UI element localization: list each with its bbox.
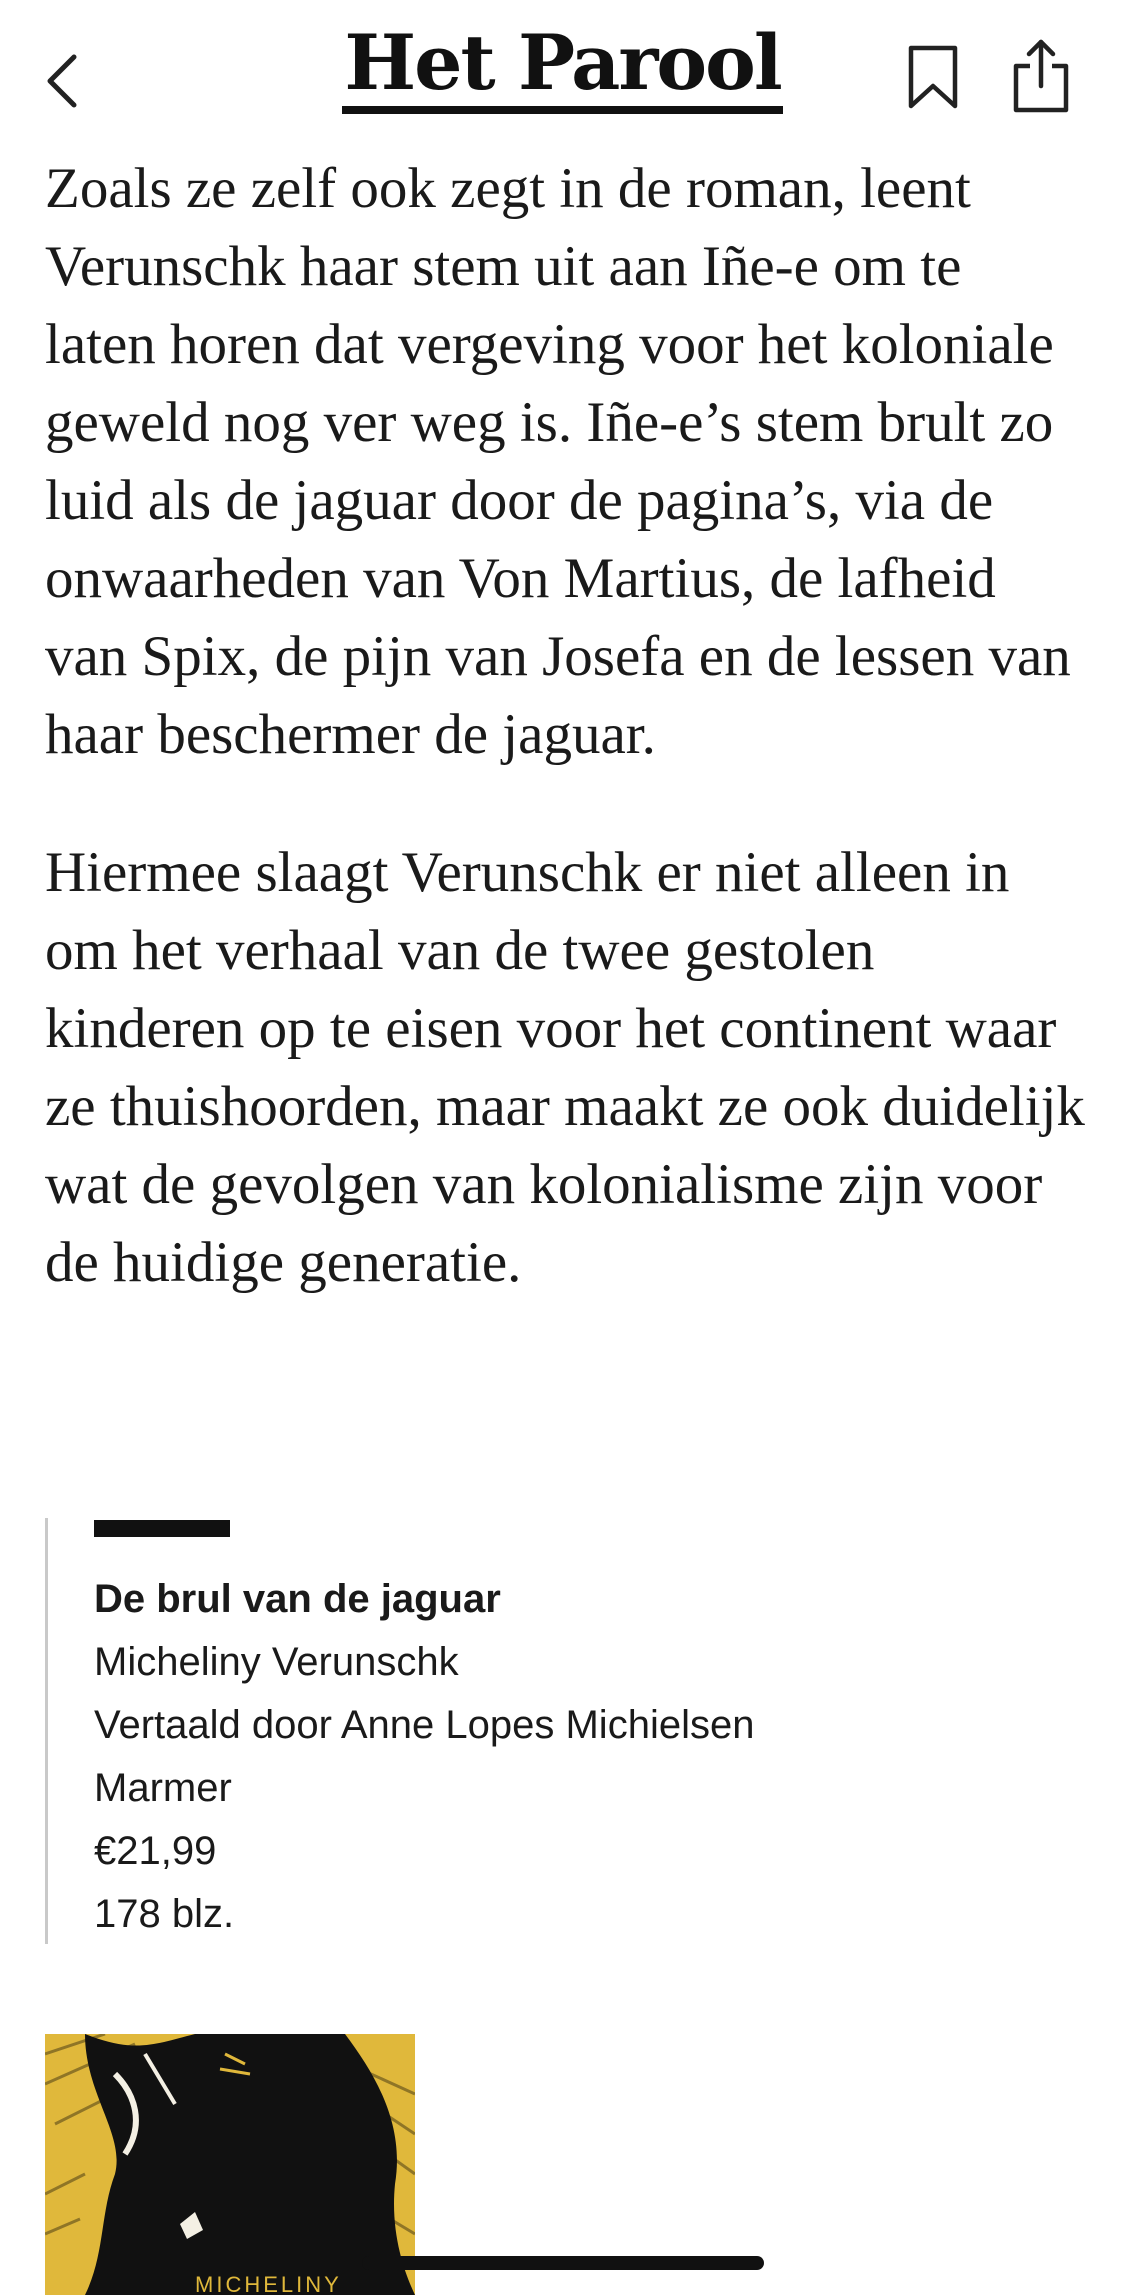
book-price: €21,99 (94, 1829, 217, 1873)
brand-logo-text: Het Parool (342, 20, 782, 114)
top-bar (0, 0, 1125, 150)
book-translator: Vertaald door Anne Lopes Michielsen (94, 1703, 755, 1747)
book-author: Micheliny Verunschk (94, 1640, 459, 1684)
share-button[interactable] (1010, 38, 1072, 114)
info-box-accent-bar (94, 1520, 230, 1537)
article-paragraph: Zoals ze zelf ook zegt in de roman, leent Verunschk haar stem uit aan Iñe-e om te laten horen dat vergeving voor het koloniale geweld nog ver weg is. Iñe-e’s stem brult zo luid als de jaguar door de pagina’s, via de onwaarheden van Von Martius, de lafheid van Spix, de pijn van Josefa en de lessen van haar beschermer de jaguar. (45, 157, 1071, 766)
bookmark-icon (905, 42, 963, 112)
book-title: De brul van de jaguar (94, 1577, 501, 1621)
book-cover-artwork (45, 2034, 415, 2295)
book-cover-image[interactable] (45, 2034, 415, 2295)
book-publisher: Marmer (94, 1766, 232, 1810)
share-icon (1010, 38, 1072, 114)
book-pages: 178 blz. (94, 1892, 235, 1936)
home-indicator[interactable] (362, 2256, 764, 2270)
bookmark-button[interactable] (905, 42, 963, 112)
article-paragraph: Hiermee slaagt Verunschk er niet alleen in om het verhaal van de twee gestolen kinderen op te eisen voor het continent waar ze thuishoorden, maar maakt ze ook duidelijk wat de gevolgen van kolonialisme zijn voor de huidige generatie. (45, 841, 1085, 1294)
cover-author-text: MICHELINY (195, 2272, 342, 2295)
article-body (45, 150, 1085, 1302)
book-info-box (45, 1518, 1048, 1944)
